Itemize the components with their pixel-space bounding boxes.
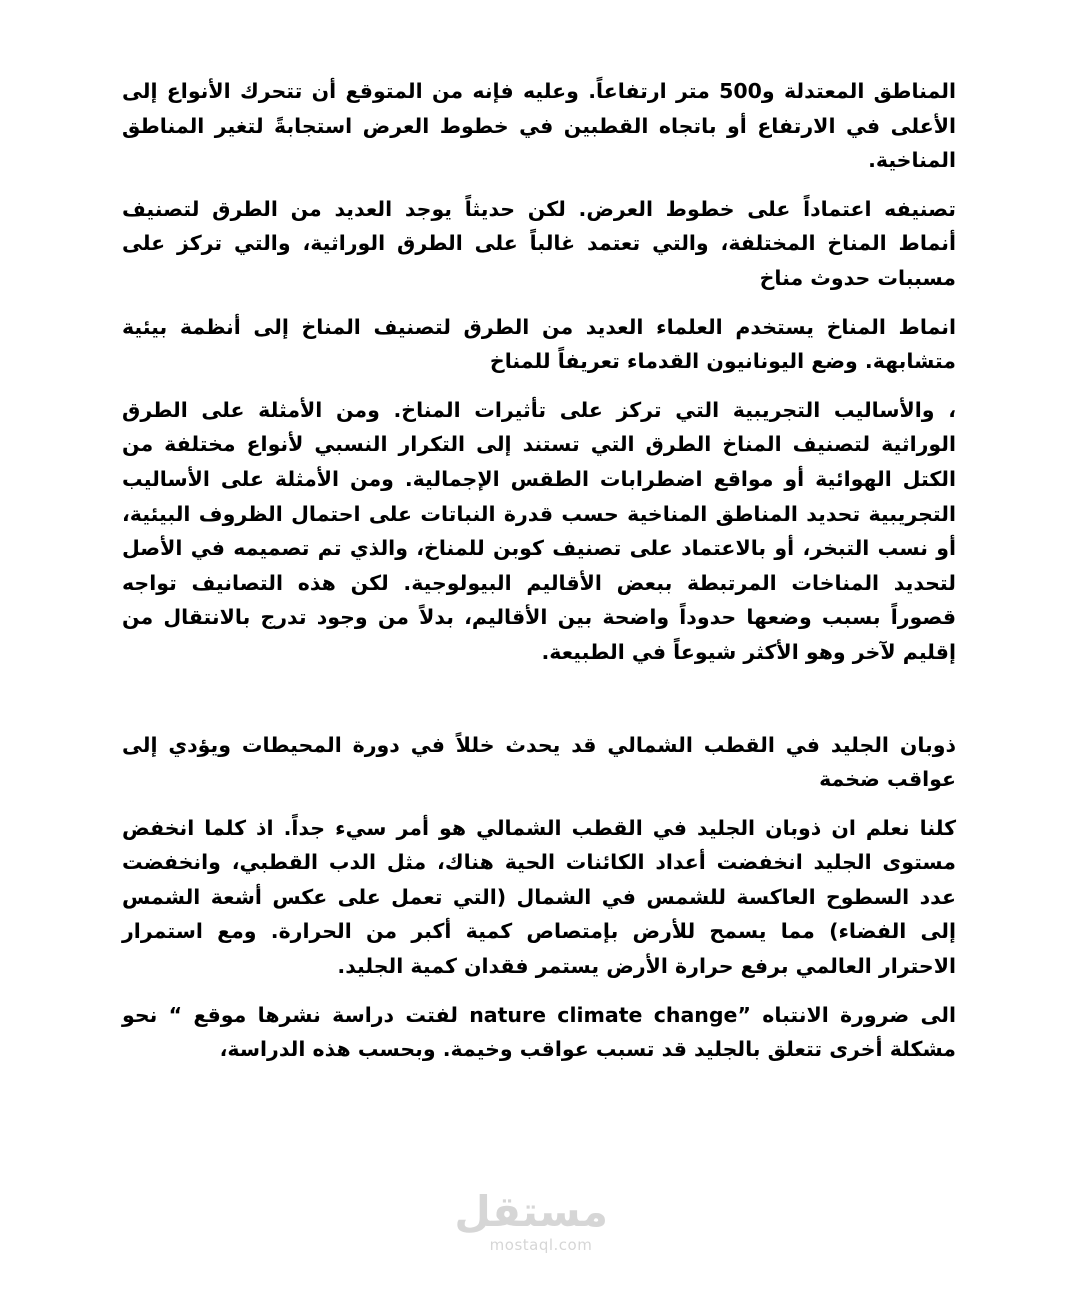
paragraph-arctic-melting: كلنا نعلم ان ذوبان الجليد في القطب الشمالي هو أمر سيء جداً. اذ كلما انخفض مستوى الجليد انخفضت أعداد الكائنات الحية هناك، مثل الدب القطبي، وانخفضت عدد السطوح العاكسة للشمس في الشمال (التي تعمل على عكس أشعة الشمس إلى الفضاء) مما يسمح للأرض بإمتصاص كمية أكبر من الحرارة. ومع استمرار الاحترار العالمي برفع حرارة الأرض يستمر فقدان كمية الجليد.	[122, 815, 956, 979]
paragraph-climate-patterns: انماط المناخ يستخدم العلماء العديد من الطرق لتصنيف المناخ إلى أنظمة بيئية متشابهة. وضع اليونانيون القدماء تعريفاً للمناخ	[122, 314, 956, 374]
paragraph-species-migration: المناطق المعتدلة و500 متر ارتفاعاً. وعليه فإنه من المتوقع أن تتحرك الأنواع إلى الأعلى في الارتفاع أو باتجاه القطبين في خطوط العرض استجابةً لتغير المناطق المناخية.	[122, 79, 956, 173]
mostaql-watermark-logo	[454, 1187, 608, 1254]
paragraph-empirical-methods: ، والأساليب التجريبية التي تركز على تأثيرات المناخ. ومن الأمثلة على الطرق الوراثية لتصنيف المناخ الطرق التي تستند إلى التكرار النسبي لأنواع مختلفة من الكتل الهوائية أو مواقع اضطرابات الطقس الإجمالية. ومن الأمثلة على الأساليب التجريبية تحديد المناطق المناخية حسب قدرة النباتات على احتمال الظروف البيئية، أو نسب التبخر، أو بالاعتماد على تصنيف كوبن للمناخ، والذي تم تصميمه في الأصل لتحديد المناخات المرتبطة ببعض الأقاليم البيولوجية. لكن هذه التصانيف تواجه قصوراً بسبب وضعها حدوداً واضحة بين الأقاليم، بدلاً من وجود تدرج بالانتقال من إقليم لآخر وهو الأكثر شيوعاً في الطبيعة.	[122, 397, 956, 664]
section-spacer	[122, 682, 956, 728]
watermark-domain: mostaql.com	[489, 1236, 593, 1254]
paragraph-latitude-classification: تصنيفه اعتماداً على خطوط العرض. لكن حديثاً يوجد العديد من الطرق لتصنيف أنماط المناخ المختلفة، والتي تعتمد غالباً على الطرق الوراثية، والتي تركز على مسببات حدوث مناخ	[122, 196, 956, 290]
section-heading-arctic-ice: ذوبان الجليد في القطب الشمالي قد يحدث خللاً في دورة المحيطات ويؤدي إلى عواقب ضخمة	[122, 732, 956, 792]
document-body	[122, 74, 956, 1081]
watermark-word: مستقل	[454, 1187, 608, 1236]
paragraph-nature-study: الى ضرورة الانتباه ”nature climate change لفتت دراسة نشرها موقع “ نحو مشكلة أخرى تتعلق بالجليد قد تسبب عواقب وخيمة. وبحسب هذه الدراسة،	[122, 1002, 956, 1062]
